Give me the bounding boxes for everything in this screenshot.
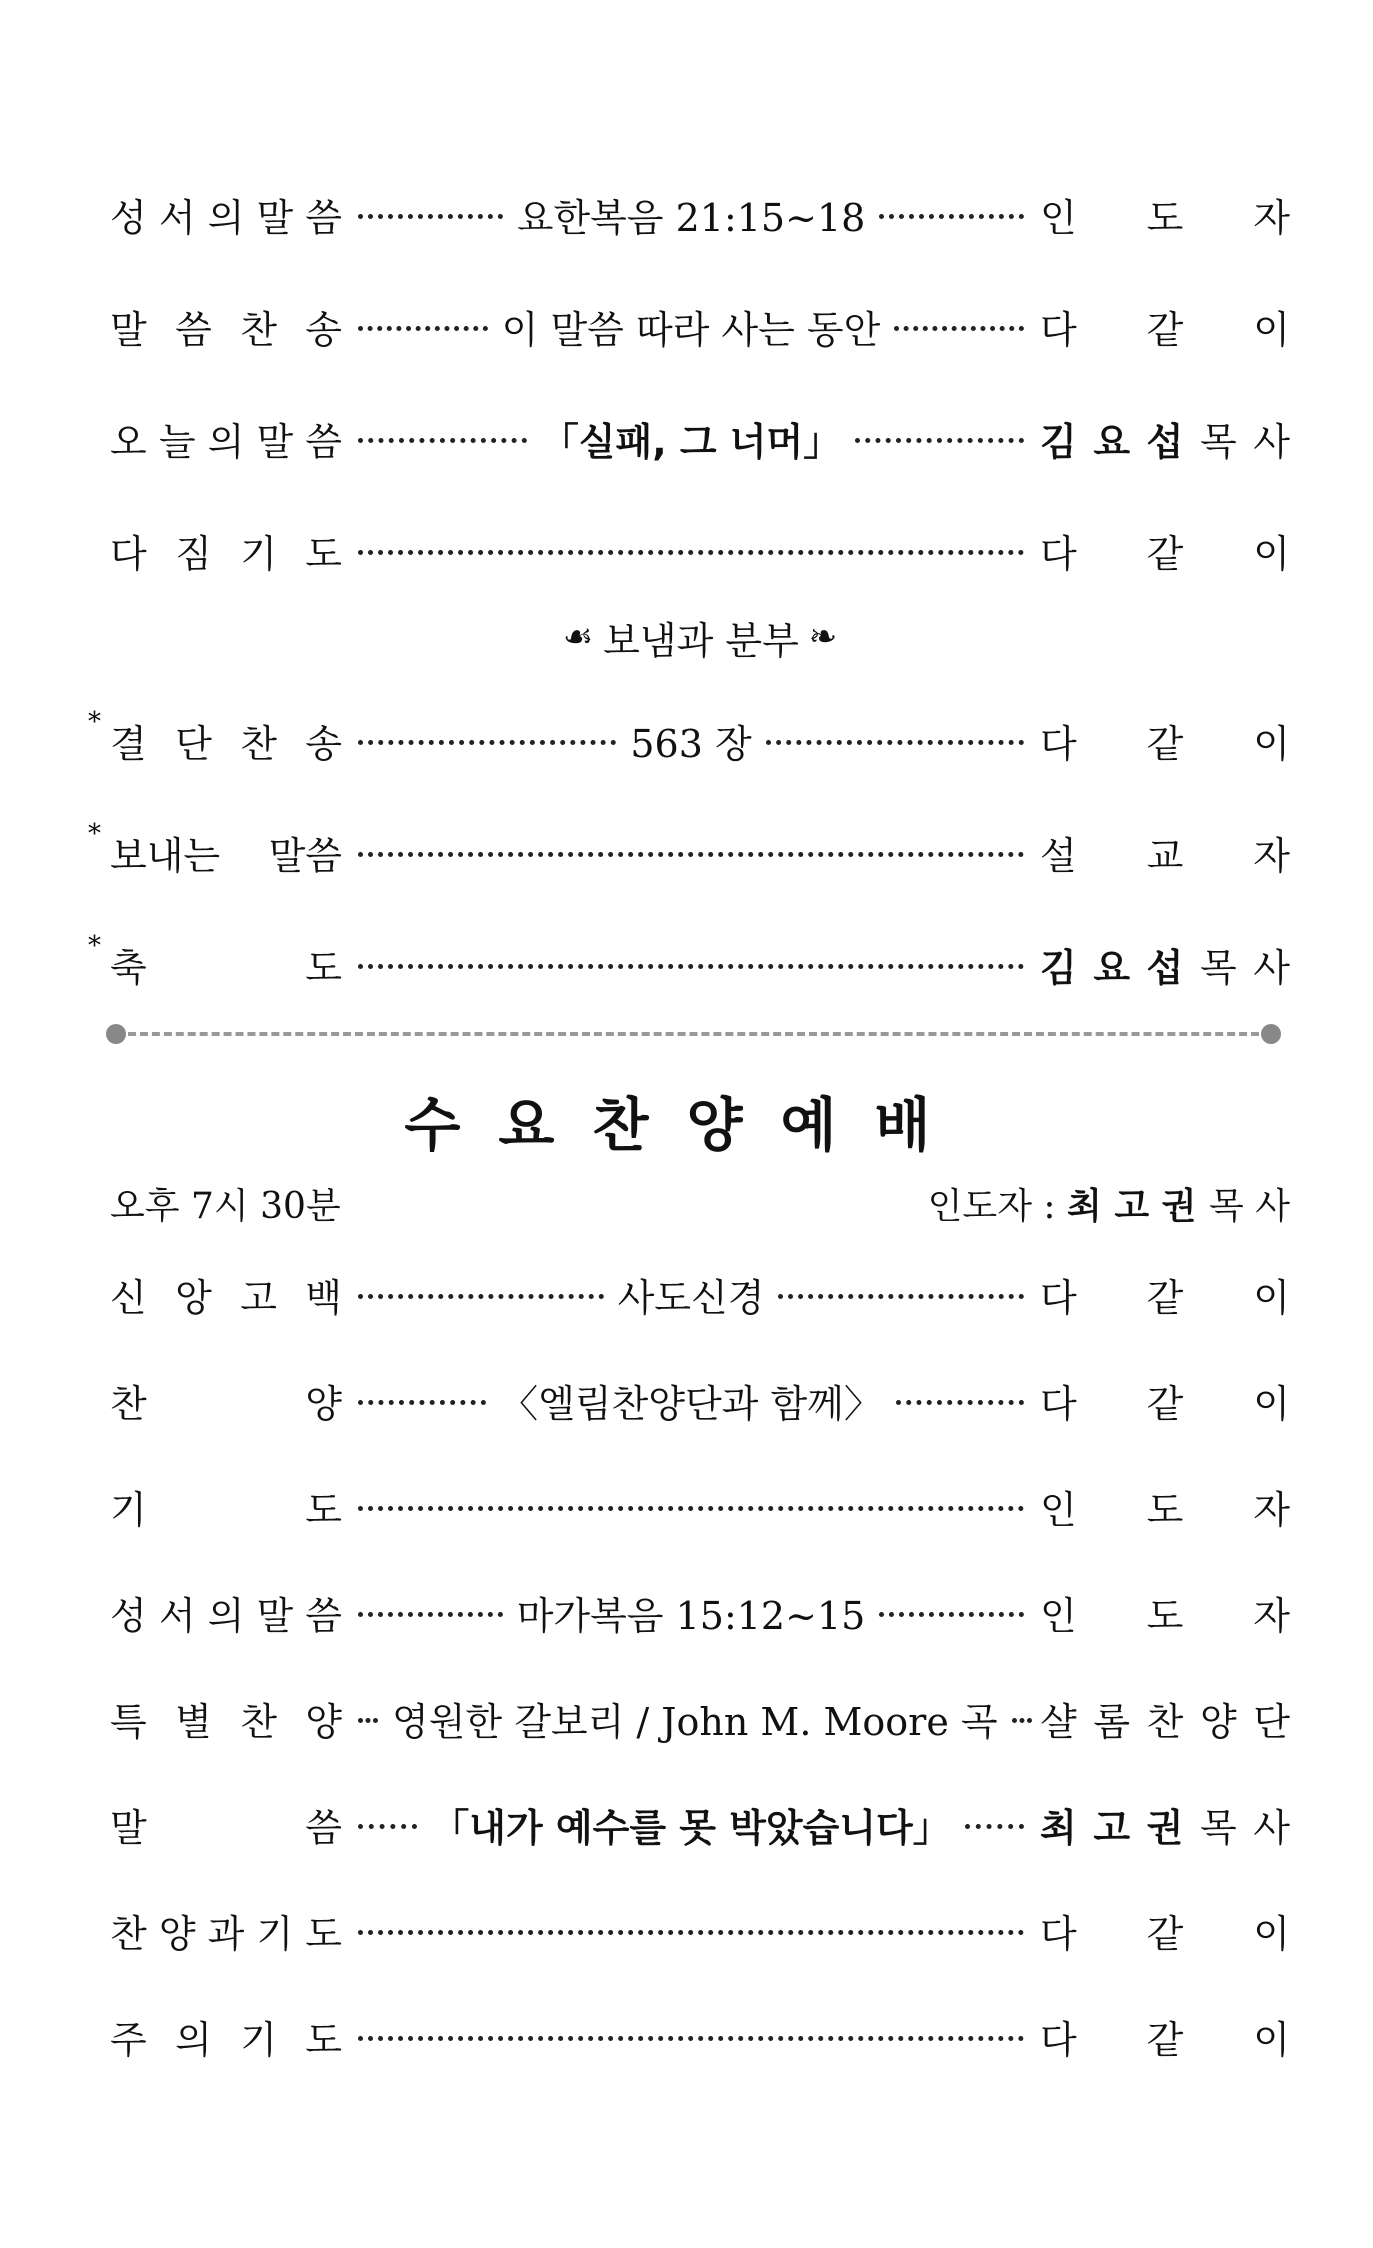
order-label-char: 씀: [305, 1593, 342, 1638]
order-label-char: 말: [110, 307, 147, 352]
order-label: [110, 2009, 342, 2064]
order-row: [110, 1264, 1290, 1324]
order-label-char: 과: [207, 1911, 245, 1956]
order-label-char: 말씀: [268, 833, 342, 878]
leader-name: 최 고 권: [1067, 1185, 1197, 1227]
order-label-char: 양: [158, 1911, 196, 1956]
order-label-char: 성: [110, 195, 147, 240]
order-label-char: 결: [110, 721, 147, 766]
order-leader-char: 권: [1146, 1805, 1184, 1850]
order-leader: [1040, 1903, 1290, 1958]
section-heading: [110, 612, 1290, 662]
dot-leader: [358, 214, 503, 219]
service-info-row: [110, 1178, 1290, 1228]
order-content-text: 563 장: [630, 721, 752, 766]
order-leader-char: 섭: [1146, 945, 1184, 990]
dot-leader: [358, 1294, 604, 1299]
order-leader-char: 사: [1253, 419, 1290, 464]
dot-leader: [358, 2036, 1024, 2041]
order-label-char: 말: [256, 419, 294, 464]
order-leader-char: 자: [1253, 1487, 1290, 1532]
order-content: [352, 962, 1030, 967]
left-ornament-icon: ☙: [562, 617, 594, 657]
order-content: [352, 187, 1030, 242]
dot-leader: [879, 214, 1024, 219]
order-row: [110, 520, 1290, 580]
order-label-char: 오: [110, 419, 147, 464]
order-label-char: 찬: [240, 307, 277, 352]
order-label-char: 양: [305, 1381, 342, 1426]
order-label-char: 앙: [175, 1275, 212, 1320]
order-label-char: 말: [256, 195, 294, 240]
order-leader: [1040, 1267, 1290, 1322]
order-leader-char: 같: [1146, 307, 1184, 352]
dot-leader: [879, 1612, 1024, 1617]
order-leader-char: 요: [1093, 945, 1131, 990]
order-content: [352, 1585, 1030, 1640]
order-leader-char: 이: [1253, 721, 1290, 766]
order-label-char: 찬: [240, 1699, 277, 1744]
order-label: [110, 1691, 342, 1746]
order-label: [88, 818, 342, 880]
order-leader: [1040, 523, 1290, 578]
dot-leader: [358, 1506, 1024, 1511]
dot-leader: [1012, 1718, 1032, 1723]
order-leader-char: 요: [1093, 419, 1131, 464]
order-label-char: 보내는: [110, 833, 221, 878]
order-leader-char: 섭: [1146, 419, 1184, 464]
order-leader-char: 김: [1040, 945, 1077, 990]
order-content: [352, 1691, 1030, 1746]
order-label-char: 신: [110, 1275, 147, 1320]
order-label-char: 찬: [110, 1911, 147, 1956]
order-label: [110, 523, 342, 578]
order-leader-char: 이: [1253, 531, 1290, 576]
order-leader: [1040, 1585, 1290, 1640]
dot-leader: [965, 1824, 1024, 1829]
order-label-char: 의: [207, 195, 245, 240]
order-content-text: 요한복음 21:15~18: [516, 195, 866, 240]
order-label-char: 도: [305, 1911, 342, 1956]
order-leader-char: 양: [1199, 1699, 1237, 1744]
order-leader-char: 다: [1040, 2017, 1077, 2062]
order-label-char: 씀: [305, 419, 342, 464]
order-leader-char: 목: [1199, 945, 1237, 990]
order-content-text: 〈엘림찬양단과 함께〉: [500, 1381, 882, 1426]
order-leader-char: 김: [1040, 419, 1077, 464]
service-time: 오후 7시 30분: [110, 1185, 341, 1227]
order-content-text: 사도신경: [617, 1275, 765, 1320]
order-label: [110, 1479, 342, 1534]
order-leader-char: 자: [1253, 1593, 1290, 1638]
dot-leader: [358, 326, 488, 331]
section-divider: [106, 1024, 1281, 1044]
order-label-char: 의: [207, 1593, 245, 1638]
order-row: [110, 1582, 1290, 1642]
order-leader-char: 도: [1146, 1593, 1184, 1638]
order-label-char: 축: [110, 945, 147, 990]
order-leader-char: 샬: [1040, 1699, 1077, 1744]
order-label-char: 별: [175, 1699, 212, 1744]
order-row: [88, 706, 1290, 770]
order-leader-char: 교: [1146, 833, 1184, 878]
order-label-char: 짐: [175, 531, 212, 576]
order-leader-char: 단: [1253, 1699, 1290, 1744]
order-label: [88, 930, 342, 992]
order-label: [110, 299, 342, 354]
section-heading-text: 보냄과 분부: [603, 618, 799, 663]
order-content: [352, 1267, 1030, 1322]
divider-left-dot: [106, 1024, 126, 1044]
order-label: [110, 1585, 342, 1640]
order-content: [352, 713, 1030, 768]
order-leader-char: 목: [1199, 419, 1237, 464]
order-leader-char: 이: [1253, 307, 1290, 352]
order-label-char: 주: [110, 2017, 147, 2062]
order-leader-char: 사: [1253, 945, 1290, 990]
order-content: [352, 1373, 1030, 1428]
order-label-char: 단: [175, 721, 212, 766]
dot-leader: [358, 852, 1024, 857]
dot-leader: [358, 438, 527, 443]
order-label: [110, 411, 342, 466]
order-leader: [1040, 187, 1290, 242]
order-leader: [1040, 1797, 1290, 1852]
order-leader: [1040, 1691, 1290, 1746]
order-row: [110, 1370, 1290, 1430]
order-leader-char: 같: [1146, 531, 1184, 576]
order-leader-char: 인: [1040, 1593, 1077, 1638]
order-leader-char: 이: [1253, 1275, 1290, 1320]
order-leader-char: 고: [1093, 1805, 1131, 1850]
dot-leader: [358, 550, 1024, 555]
order-label-char: 기: [240, 2017, 277, 2062]
service-title: 수요찬양예배: [404, 1091, 969, 1159]
order-label-char: 성: [110, 1593, 147, 1638]
order-label-char: 씀: [305, 1805, 342, 1850]
order-content: [352, 299, 1030, 354]
order-label-char: 말: [110, 1805, 147, 1850]
order-leader-char: 다: [1040, 1911, 1077, 1956]
order-label-char: 기: [110, 1487, 147, 1532]
order-content-text: 「내가 예수를 못 박았습니다」: [431, 1805, 951, 1850]
order-leader-char: 인: [1040, 195, 1077, 240]
order-label: [110, 1903, 342, 1958]
order-label-char: 송: [305, 721, 342, 766]
standing-mark: *: [88, 706, 101, 737]
order-leader: [1040, 825, 1290, 880]
order-leader-char: 롬: [1093, 1699, 1131, 1744]
order-label: [110, 187, 342, 242]
order-label-char: 씀: [305, 195, 342, 240]
order-leader: [1040, 411, 1290, 466]
order-label-char: 고: [240, 1275, 277, 1320]
order-row: [110, 1476, 1290, 1536]
dot-leader: [358, 1612, 503, 1617]
order-label-char: 도: [305, 945, 342, 990]
order-content: [352, 850, 1030, 855]
order-leader-char: 다: [1040, 1381, 1077, 1426]
order-leader-char: 자: [1253, 195, 1290, 240]
order-label-char: 서: [158, 1593, 196, 1638]
order-leader-char: 자: [1253, 833, 1290, 878]
standing-mark: *: [88, 818, 101, 849]
order-content-text: 영원한 갈보리 / John M. Moore 곡: [392, 1699, 998, 1744]
order-leader-char: 최: [1040, 1805, 1077, 1850]
order-label-char: 의: [175, 2017, 212, 2062]
dot-leader: [855, 438, 1024, 443]
order-label: [88, 706, 342, 768]
order-label-char: 찬: [110, 1381, 147, 1426]
order-content-text: 이 말씀 따라 사는 동안: [501, 307, 881, 352]
order-leader: [1040, 299, 1290, 354]
order-content-text: 마가복음 15:12~15: [516, 1593, 866, 1638]
order-row: [110, 184, 1290, 244]
order-leader-char: 같: [1146, 1381, 1184, 1426]
order-leader-char: 목: [1199, 1805, 1237, 1850]
order-leader: [1040, 2009, 1290, 2064]
divider-line: [128, 1032, 1259, 1036]
order-leader-char: 이: [1253, 2017, 1290, 2062]
order-leader: [1040, 713, 1290, 768]
order-label: [110, 1267, 342, 1322]
order-row: [110, 1688, 1290, 1748]
order-leader-char: 다: [1040, 307, 1077, 352]
dot-leader: [778, 1294, 1024, 1299]
order-label-char: 찬: [240, 721, 277, 766]
order-leader-char: 같: [1146, 2017, 1184, 2062]
dot-leader: [358, 1400, 486, 1405]
order-leader-char: 찬: [1146, 1699, 1184, 1744]
dot-leader: [894, 326, 1024, 331]
order-leader-char: 다: [1040, 1275, 1077, 1320]
order-label-char: 특: [110, 1699, 147, 1744]
order-leader-char: 같: [1146, 1275, 1184, 1320]
order-label-char: 백: [305, 1275, 342, 1320]
order-label-char: 도: [305, 1487, 342, 1532]
order-leader: [1040, 1373, 1290, 1428]
order-label-char: 서: [158, 195, 196, 240]
order-label-char: 도: [305, 2017, 342, 2062]
order-label-char: 다: [110, 531, 147, 576]
dot-leader: [766, 740, 1024, 745]
order-content: [352, 1928, 1030, 1933]
order-leader-char: 같: [1146, 1911, 1184, 1956]
service-leader: 인도자 : 최 고 권 목 사: [927, 1185, 1290, 1227]
dot-leader: [358, 1718, 378, 1723]
order-label-char: 기: [240, 531, 277, 576]
order-row: [110, 2006, 1290, 2066]
order-label-char: 늘: [158, 419, 196, 464]
order-content: [352, 1797, 1030, 1852]
order-row: [88, 818, 1290, 882]
order-content: [352, 1504, 1030, 1509]
order-leader-char: 설: [1040, 833, 1077, 878]
right-ornament-icon: ❧: [808, 617, 838, 657]
order-leader-char: 인: [1040, 1487, 1077, 1532]
dot-leader: [896, 1400, 1024, 1405]
order-label-char: 기: [256, 1911, 294, 1956]
dot-leader: [358, 740, 616, 745]
order-row: [110, 296, 1290, 356]
order-label-char: 송: [305, 307, 342, 352]
order-row: [110, 1794, 1290, 1854]
dot-leader: [358, 964, 1024, 969]
order-label: [110, 1373, 342, 1428]
standing-mark: *: [88, 930, 101, 961]
order-label: [110, 1797, 342, 1852]
order-content-text: 「실패, 그 너머」: [540, 419, 842, 464]
order-leader: [1040, 1479, 1290, 1534]
order-content: [352, 411, 1030, 466]
divider-right-dot: [1261, 1024, 1281, 1044]
order-leader-char: 같: [1146, 721, 1184, 766]
order-label-char: 의: [207, 419, 245, 464]
dot-leader: [358, 1824, 417, 1829]
order-content: [352, 548, 1030, 553]
order-leader-char: 이: [1253, 1381, 1290, 1426]
leader-label: 인도자 :: [927, 1185, 1056, 1227]
order-label-char: 씀: [175, 307, 212, 352]
order-leader: [1040, 937, 1290, 992]
order-label-char: 말: [256, 1593, 294, 1638]
order-row: [110, 408, 1290, 468]
order-leader-char: 이: [1253, 1911, 1290, 1956]
order-content: [352, 2034, 1030, 2039]
order-row: [88, 930, 1290, 994]
order-leader-char: 다: [1040, 721, 1077, 766]
order-leader-char: 도: [1146, 195, 1184, 240]
order-leader-char: 다: [1040, 531, 1077, 576]
order-label-char: 도: [305, 531, 342, 576]
order-leader-char: 사: [1253, 1805, 1290, 1850]
order-leader-char: 도: [1146, 1487, 1184, 1532]
order-label-char: 양: [305, 1699, 342, 1744]
dot-leader: [358, 1930, 1024, 1935]
order-row: [110, 1900, 1290, 1960]
